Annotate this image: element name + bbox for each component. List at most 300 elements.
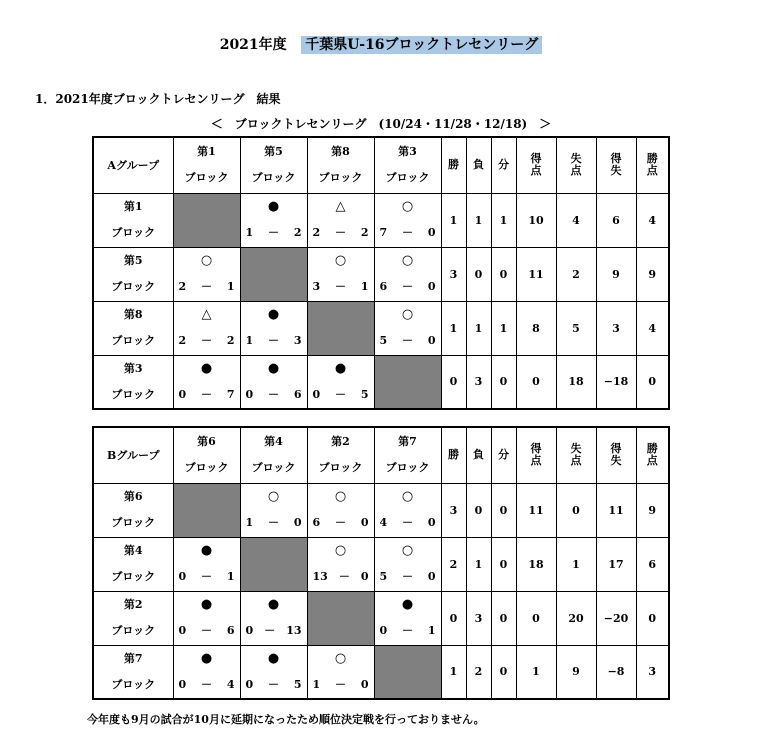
stat-header: 勝 bbox=[441, 137, 466, 193]
team-number: 第2 bbox=[331, 435, 350, 449]
team-suffix: ブロック bbox=[111, 387, 156, 401]
stat-value: 4 bbox=[636, 193, 669, 247]
stat-header bbox=[556, 137, 596, 193]
score-away: 1 bbox=[226, 280, 235, 293]
result-symbol: ○ bbox=[334, 489, 347, 504]
score-home: 2 bbox=[312, 226, 321, 239]
stat-header-char: 得 bbox=[530, 442, 542, 456]
score-home: 1 bbox=[245, 334, 254, 347]
stat-value: 0 bbox=[636, 355, 669, 409]
stat-value: 0 bbox=[441, 355, 466, 409]
match-result bbox=[374, 591, 441, 645]
score-dash: － bbox=[201, 280, 212, 293]
team-suffix: ブロック bbox=[111, 226, 156, 239]
score-dash: － bbox=[338, 570, 350, 583]
team-suffix: ブロック bbox=[111, 570, 156, 583]
stat-value: 18 bbox=[556, 355, 596, 409]
result-symbol: ● bbox=[200, 543, 213, 558]
team-number: 第4 bbox=[123, 544, 143, 557]
match-score bbox=[375, 274, 441, 300]
stat-value: 0 bbox=[491, 483, 516, 537]
match-result bbox=[240, 301, 307, 355]
table-row bbox=[93, 483, 669, 537]
team-number: 第7 bbox=[123, 651, 143, 665]
stat-value: 3 bbox=[441, 483, 466, 537]
score-dash: － bbox=[201, 624, 212, 637]
result-symbol: ● bbox=[267, 597, 280, 612]
team-number: 第8 bbox=[331, 145, 350, 159]
score-dash: － bbox=[335, 280, 346, 293]
stat-header bbox=[636, 427, 669, 483]
stat-header-char: 失 bbox=[570, 442, 582, 456]
match-score bbox=[174, 328, 240, 354]
stat-value: 1 bbox=[466, 537, 491, 591]
self-match-cell bbox=[374, 645, 441, 699]
team-suffix: ブロック bbox=[111, 516, 156, 529]
team-label bbox=[94, 646, 173, 698]
stat-value: 2 bbox=[466, 645, 491, 699]
stat-value: 0 bbox=[491, 591, 516, 645]
stat-value: 1 bbox=[441, 301, 466, 355]
score-dash: － bbox=[201, 387, 212, 401]
match-score bbox=[308, 382, 374, 408]
team-label bbox=[94, 484, 173, 536]
score-dash: － bbox=[402, 570, 413, 583]
stat-value: 11 bbox=[516, 247, 556, 301]
stat-value: 20 bbox=[556, 591, 596, 645]
score-dash: － bbox=[402, 280, 413, 293]
stat-value: 0 bbox=[516, 355, 556, 409]
table-row bbox=[93, 193, 669, 247]
result-symbol: ○ bbox=[334, 253, 347, 268]
score-away: 0 bbox=[360, 677, 369, 691]
match-score bbox=[241, 672, 307, 698]
stat-value: 3 bbox=[441, 247, 466, 301]
self-match-cell bbox=[240, 537, 307, 591]
match-score bbox=[241, 220, 307, 246]
row-team-header bbox=[93, 193, 173, 247]
stat-value: 8 bbox=[516, 301, 556, 355]
score-away: 6 bbox=[293, 387, 302, 401]
score-away: 13 bbox=[286, 624, 302, 637]
match-score bbox=[174, 274, 240, 300]
match-result bbox=[307, 483, 374, 537]
column-team-header bbox=[374, 137, 441, 193]
table-row bbox=[93, 645, 669, 699]
stat-header-char: 失 bbox=[610, 164, 622, 178]
score-home: 0 bbox=[178, 624, 187, 637]
score-home: 3 bbox=[312, 280, 321, 293]
match-score bbox=[241, 382, 307, 408]
team-suffix: ブロック bbox=[385, 171, 430, 185]
team-number: 第3 bbox=[398, 145, 417, 159]
match-result bbox=[307, 537, 374, 591]
table-row bbox=[93, 537, 669, 591]
stat-value: 11 bbox=[596, 483, 636, 537]
result-symbol: ● bbox=[200, 650, 213, 666]
team-suffix: ブロック bbox=[111, 334, 156, 347]
match-result bbox=[240, 193, 307, 247]
column-team-header bbox=[173, 427, 240, 483]
team-number: 第6 bbox=[123, 490, 143, 503]
score-home: 0 bbox=[245, 624, 254, 637]
stat-value: 9 bbox=[596, 247, 636, 301]
group-name: Bグループ bbox=[93, 427, 173, 483]
score-home: 0 bbox=[379, 624, 388, 637]
match-result bbox=[374, 483, 441, 537]
score-home: 0 bbox=[245, 387, 254, 401]
row-team-header bbox=[93, 537, 173, 591]
team-label bbox=[94, 302, 173, 354]
stat-value: 1 bbox=[556, 537, 596, 591]
stat-header: 分 bbox=[491, 137, 516, 193]
score-home: 5 bbox=[379, 334, 388, 347]
score-home: 4 bbox=[379, 516, 388, 529]
stat-value: 0 bbox=[491, 537, 516, 591]
score-away: 0 bbox=[360, 516, 369, 529]
team-suffix: ブロック bbox=[251, 461, 296, 475]
stat-header-char: 点 bbox=[646, 164, 658, 178]
stat-value: 1 bbox=[466, 301, 491, 355]
result-symbol: ● bbox=[200, 597, 213, 612]
result-symbol: ○ bbox=[267, 489, 280, 504]
stat-value: 3 bbox=[466, 591, 491, 645]
group-a-table bbox=[92, 136, 670, 410]
header-row bbox=[93, 137, 669, 193]
result-symbol: ○ bbox=[334, 543, 347, 558]
stat-value: 1 bbox=[441, 193, 466, 247]
stat-value: 0 bbox=[636, 591, 669, 645]
match-score bbox=[174, 382, 240, 408]
stat-value: 1 bbox=[491, 301, 516, 355]
table-row bbox=[93, 355, 669, 409]
team-number: 第2 bbox=[123, 598, 143, 611]
team-label bbox=[241, 429, 307, 481]
self-match-cell bbox=[374, 355, 441, 409]
team-number: 第3 bbox=[123, 361, 143, 375]
table-row bbox=[93, 301, 669, 355]
header-row bbox=[93, 427, 669, 483]
score-dash: － bbox=[335, 226, 346, 239]
team-suffix: ブロック bbox=[318, 171, 363, 185]
team-number: 第8 bbox=[123, 308, 143, 321]
team-suffix: ブロック bbox=[184, 461, 229, 475]
title-year: 2021年度 bbox=[219, 37, 287, 53]
stat-header-char: 点 bbox=[570, 454, 582, 468]
score-dash: － bbox=[402, 226, 413, 239]
stat-value: 9 bbox=[636, 247, 669, 301]
team-label bbox=[308, 139, 374, 191]
self-match-cell bbox=[307, 301, 374, 355]
stat-value: 0 bbox=[491, 645, 516, 699]
match-result bbox=[240, 483, 307, 537]
score-home: 6 bbox=[379, 280, 388, 293]
stat-value: 1 bbox=[441, 645, 466, 699]
match-score bbox=[174, 564, 240, 590]
match-score bbox=[174, 672, 240, 698]
score-home: 1 bbox=[245, 226, 254, 239]
stat-value: 4 bbox=[556, 193, 596, 247]
team-label bbox=[308, 429, 374, 481]
match-score bbox=[375, 510, 441, 536]
stat-value: 18 bbox=[516, 537, 556, 591]
stat-value: 1 bbox=[491, 193, 516, 247]
team-suffix: ブロック bbox=[111, 280, 156, 293]
score-home: 0 bbox=[245, 677, 254, 691]
score-dash: － bbox=[335, 387, 346, 401]
stat-header-char: 点 bbox=[530, 454, 542, 468]
team-suffix: ブロック bbox=[111, 677, 156, 691]
stat-value: −8 bbox=[596, 645, 636, 699]
score-dash: － bbox=[402, 334, 413, 347]
score-home: 0 bbox=[178, 677, 187, 691]
team-label bbox=[94, 356, 173, 408]
team-number: 第7 bbox=[398, 435, 417, 449]
match-result bbox=[374, 537, 441, 591]
score-home: 7 bbox=[379, 226, 388, 239]
stat-value: 3 bbox=[636, 645, 669, 699]
result-symbol: ● bbox=[267, 650, 280, 666]
result-symbol: ● bbox=[401, 597, 414, 612]
self-match-cell bbox=[307, 591, 374, 645]
stat-value: 0 bbox=[441, 591, 466, 645]
team-number: 第4 bbox=[264, 435, 283, 449]
stat-header: 負 bbox=[466, 137, 491, 193]
stat-value: 0 bbox=[556, 483, 596, 537]
stat-header bbox=[556, 427, 596, 483]
result-symbol: ○ bbox=[401, 489, 414, 504]
stat-value: 3 bbox=[596, 301, 636, 355]
stat-value: 5 bbox=[556, 301, 596, 355]
team-number: 第1 bbox=[123, 200, 143, 213]
group-name: Aグループ bbox=[93, 137, 173, 193]
stat-value: 3 bbox=[466, 355, 491, 409]
score-away: 0 bbox=[427, 334, 436, 347]
score-away: 0 bbox=[427, 280, 436, 293]
match-result bbox=[173, 537, 240, 591]
stat-header: 負 bbox=[466, 427, 491, 483]
score-dash: － bbox=[268, 226, 279, 239]
score-away: 5 bbox=[293, 677, 302, 691]
result-symbol: ● bbox=[267, 360, 280, 376]
stat-value: 0 bbox=[466, 247, 491, 301]
match-result bbox=[240, 591, 307, 645]
team-label bbox=[174, 139, 240, 191]
score-home: 13 bbox=[312, 570, 328, 583]
score-home: 1 bbox=[245, 516, 254, 529]
team-label bbox=[375, 139, 441, 191]
score-away: 1 bbox=[360, 280, 369, 293]
stat-value: 2 bbox=[556, 247, 596, 301]
league-caption: ＜ ブロックトレセンリーグ (10/24・11/28・12/18) ＞ bbox=[210, 117, 552, 131]
match-score bbox=[375, 564, 441, 590]
stat-header: 勝 bbox=[441, 427, 466, 483]
stat-value: 11 bbox=[516, 483, 556, 537]
stat-value: 0 bbox=[491, 355, 516, 409]
stat-value: 9 bbox=[636, 483, 669, 537]
match-result bbox=[240, 645, 307, 699]
row-team-header bbox=[93, 355, 173, 409]
match-result bbox=[173, 591, 240, 645]
result-symbol: ● bbox=[200, 360, 213, 376]
stat-header-char: 勝 bbox=[646, 152, 658, 166]
self-match-cell bbox=[173, 193, 240, 247]
stat-header-char: 点 bbox=[646, 454, 658, 468]
score-dash: － bbox=[201, 334, 212, 347]
column-team-header bbox=[173, 137, 240, 193]
team-suffix: ブロック bbox=[184, 171, 229, 185]
match-score bbox=[308, 274, 374, 300]
score-away: 0 bbox=[360, 570, 369, 583]
team-number: 第6 bbox=[197, 435, 216, 449]
team-label bbox=[241, 139, 307, 191]
table-row bbox=[93, 591, 669, 645]
self-match-cell bbox=[173, 483, 240, 537]
column-team-header bbox=[240, 137, 307, 193]
stat-header: 分 bbox=[491, 427, 516, 483]
team-label bbox=[94, 592, 173, 644]
stat-header-char: 得 bbox=[610, 152, 622, 166]
stat-value: 4 bbox=[636, 301, 669, 355]
result-symbol: △ bbox=[335, 199, 346, 214]
score-away: 3 bbox=[293, 334, 302, 347]
team-number: 第5 bbox=[123, 254, 143, 267]
row-team-header bbox=[93, 591, 173, 645]
stat-header-char: 勝 bbox=[646, 442, 658, 456]
result-symbol: ○ bbox=[401, 307, 414, 322]
score-home: 5 bbox=[379, 570, 388, 583]
team-suffix: ブロック bbox=[318, 461, 363, 475]
score-dash: － bbox=[201, 570, 212, 583]
stat-value: 10 bbox=[516, 193, 556, 247]
score-dash: － bbox=[268, 516, 279, 529]
match-score bbox=[308, 564, 374, 590]
result-symbol: ● bbox=[334, 360, 347, 376]
team-number: 第1 bbox=[197, 145, 216, 159]
result-symbol: ○ bbox=[200, 253, 213, 268]
score-dash: － bbox=[264, 624, 276, 637]
result-symbol: ○ bbox=[401, 543, 414, 558]
result-symbol: ○ bbox=[401, 253, 414, 268]
score-home: 2 bbox=[178, 334, 187, 347]
stat-header bbox=[636, 137, 669, 193]
score-home: 0 bbox=[312, 387, 321, 401]
result-symbol: ○ bbox=[334, 650, 347, 666]
score-dash: － bbox=[268, 334, 279, 347]
column-team-header bbox=[240, 427, 307, 483]
row-team-header bbox=[93, 247, 173, 301]
column-team-header bbox=[307, 137, 374, 193]
match-result bbox=[173, 355, 240, 409]
score-away: 4 bbox=[226, 677, 235, 691]
match-score bbox=[308, 510, 374, 536]
score-away: 1 bbox=[226, 570, 235, 583]
score-away: 7 bbox=[226, 387, 235, 401]
score-home: 0 bbox=[178, 570, 187, 583]
section-heading: 1．2021年度ブロックトレセンリーグ 結果 bbox=[35, 92, 281, 106]
stat-header-char: 失 bbox=[610, 454, 622, 468]
stat-value: −20 bbox=[596, 591, 636, 645]
group-b-table bbox=[92, 426, 670, 700]
score-away: 6 bbox=[226, 624, 235, 637]
stat-value: 9 bbox=[556, 645, 596, 699]
row-team-header bbox=[93, 301, 173, 355]
team-label bbox=[94, 538, 173, 590]
stat-value: 2 bbox=[441, 537, 466, 591]
score-home: 0 bbox=[178, 387, 187, 401]
stat-header-char: 点 bbox=[530, 164, 542, 178]
score-away: 0 bbox=[427, 226, 436, 239]
match-score bbox=[308, 672, 374, 698]
team-suffix: ブロック bbox=[111, 624, 156, 637]
match-result bbox=[173, 645, 240, 699]
team-label bbox=[174, 429, 240, 481]
score-home: 1 bbox=[312, 677, 321, 691]
match-score bbox=[241, 510, 307, 536]
score-away: 0 bbox=[293, 516, 302, 529]
match-score bbox=[308, 220, 374, 246]
title-league-name: 千葉県U-16ブロックトレセンリーグ bbox=[301, 36, 542, 54]
footnote: 今年度も9月の試合が10月に延期になったため順位決定戦を行っておりません。 bbox=[87, 713, 485, 726]
score-dash: － bbox=[402, 516, 413, 529]
result-symbol: ● bbox=[267, 307, 280, 322]
stat-header bbox=[516, 137, 556, 193]
score-away: 2 bbox=[293, 226, 302, 239]
result-symbol: ○ bbox=[401, 199, 414, 214]
match-score bbox=[174, 618, 240, 644]
match-score bbox=[375, 220, 441, 246]
stat-value: 0 bbox=[491, 247, 516, 301]
score-away: 5 bbox=[360, 387, 369, 401]
row-team-header bbox=[93, 645, 173, 699]
self-match-cell bbox=[240, 247, 307, 301]
match-result bbox=[240, 355, 307, 409]
team-label bbox=[375, 429, 441, 481]
match-result bbox=[374, 301, 441, 355]
team-label bbox=[94, 194, 173, 246]
team-suffix: ブロック bbox=[251, 171, 296, 185]
match-score bbox=[241, 328, 307, 354]
team-label bbox=[94, 248, 173, 300]
score-dash: － bbox=[268, 387, 279, 401]
team-number: 第5 bbox=[264, 145, 283, 159]
column-team-header bbox=[307, 427, 374, 483]
result-symbol: △ bbox=[201, 307, 212, 322]
stat-header-char: 得 bbox=[530, 152, 542, 166]
stat-value: 1 bbox=[516, 645, 556, 699]
stat-value: 0 bbox=[516, 591, 556, 645]
match-result bbox=[374, 247, 441, 301]
match-score bbox=[375, 328, 441, 354]
match-result bbox=[307, 355, 374, 409]
result-symbol: ● bbox=[267, 199, 280, 214]
stat-value: 17 bbox=[596, 537, 636, 591]
match-result bbox=[173, 247, 240, 301]
match-score bbox=[241, 618, 307, 644]
match-result bbox=[307, 645, 374, 699]
score-away: 2 bbox=[226, 334, 235, 347]
match-score bbox=[375, 618, 441, 644]
match-result bbox=[173, 301, 240, 355]
column-team-header bbox=[374, 427, 441, 483]
stat-value: −18 bbox=[596, 355, 636, 409]
stat-value: 6 bbox=[596, 193, 636, 247]
stat-value: 1 bbox=[466, 193, 491, 247]
score-away: 0 bbox=[427, 570, 436, 583]
team-suffix: ブロック bbox=[385, 461, 430, 475]
stat-value: 0 bbox=[466, 483, 491, 537]
page-title bbox=[0, 34, 762, 54]
